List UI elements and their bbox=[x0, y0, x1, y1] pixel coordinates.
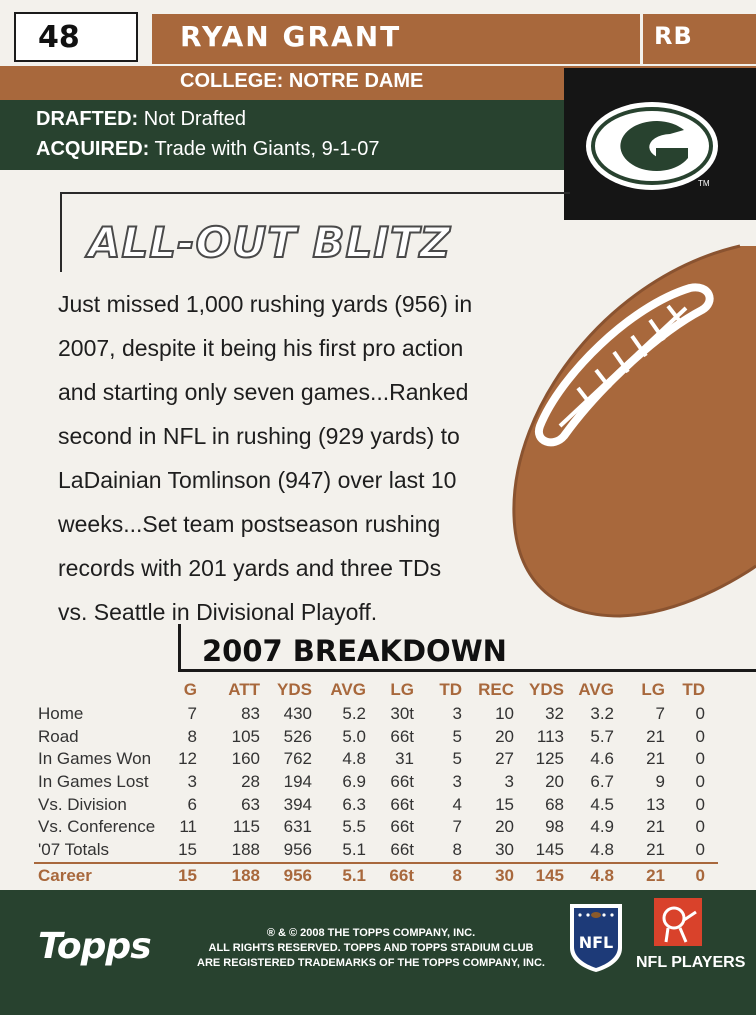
stat-cell: 6 bbox=[187, 795, 197, 814]
stat-cell: 0 bbox=[695, 727, 705, 746]
stat-cell: 66t bbox=[390, 727, 414, 746]
stat-cell: 13 bbox=[646, 795, 665, 814]
bio-line: records with 201 yards and three TDs bbox=[58, 555, 442, 581]
nfl-shield-icon bbox=[566, 898, 626, 974]
stat-cell: 83 bbox=[241, 704, 260, 723]
legal-text bbox=[186, 926, 556, 971]
stat-cell: 3 bbox=[452, 704, 462, 723]
card-number: 48 bbox=[14, 12, 138, 62]
stat-cell: 9 bbox=[655, 772, 665, 791]
stat-cell: 30t bbox=[390, 704, 414, 723]
drafted-info bbox=[36, 108, 246, 131]
headline: ALL-OUT BLITZ bbox=[88, 218, 452, 267]
stat-cell: 5 bbox=[452, 727, 462, 746]
column-header: TD bbox=[682, 680, 705, 699]
stat-cell: 4.9 bbox=[590, 817, 614, 836]
player-name: RYAN GRANT bbox=[180, 20, 402, 53]
column-header: REC bbox=[478, 680, 514, 699]
stat-cell: 956 bbox=[283, 866, 312, 885]
stat-cell: 4.8 bbox=[590, 840, 614, 859]
stat-cell: 113 bbox=[536, 727, 564, 746]
nfl-logo-text: NFL bbox=[578, 933, 614, 952]
team-logo-icon bbox=[564, 68, 756, 220]
stat-cell: 4.8 bbox=[342, 749, 366, 768]
stat-cell: 66t bbox=[390, 817, 414, 836]
legal-line: ALL RIGHTS RESERVED. TOPPS AND TOPPS STADIUM CLUB bbox=[208, 942, 534, 954]
stat-cell: 762 bbox=[283, 749, 312, 768]
bio-line: and starting only seven games...Ranked bbox=[58, 379, 469, 405]
team-logo-box bbox=[564, 68, 756, 220]
stat-cell: 0 bbox=[695, 840, 705, 859]
topps-logo: Topps bbox=[38, 926, 151, 967]
stat-cell: 15 bbox=[495, 795, 514, 814]
stat-cell: 30 bbox=[495, 866, 514, 885]
row-label: Road bbox=[38, 727, 79, 746]
column-header: LG bbox=[641, 680, 665, 699]
stat-cell: 631 bbox=[283, 817, 312, 836]
stat-cell: 21 bbox=[646, 727, 665, 746]
stat-cell: 5.7 bbox=[590, 727, 614, 746]
stat-cell: 21 bbox=[646, 749, 665, 768]
player-position: RB bbox=[654, 22, 693, 50]
acquired-info bbox=[36, 138, 379, 161]
stat-cell: 5 bbox=[452, 749, 462, 768]
stat-cell: 526 bbox=[283, 727, 312, 746]
stat-cell: 4 bbox=[452, 795, 462, 814]
stat-cell: 8 bbox=[187, 727, 197, 746]
stat-cell: 8 bbox=[452, 840, 462, 859]
row-label: Vs. Division bbox=[38, 795, 127, 814]
bio-line: vs. Seattle in Divisional Playoff. bbox=[58, 599, 378, 625]
stat-cell: 10 bbox=[495, 704, 514, 723]
legal-line: ® & © 2008 THE TOPPS COMPANY, INC. bbox=[266, 927, 476, 939]
stat-cell: 30 bbox=[495, 840, 514, 859]
row-label: Vs. Conference bbox=[38, 817, 156, 836]
stat-cell: 6.7 bbox=[590, 772, 614, 791]
column-header: ATT bbox=[228, 680, 260, 699]
stat-cell: 3 bbox=[504, 772, 514, 791]
stat-cell: 3 bbox=[187, 772, 197, 791]
bio-line: weeks...Set team postseason rushing bbox=[58, 511, 441, 537]
stat-cell: 6.9 bbox=[342, 772, 366, 791]
stat-cell: 0 bbox=[695, 866, 705, 885]
row-label: Home bbox=[38, 704, 84, 723]
stat-cell: 0 bbox=[695, 795, 705, 814]
stat-cell: 8 bbox=[452, 866, 462, 885]
stat-cell: 3.2 bbox=[590, 704, 614, 723]
breakdown-title: 2007 BREAKDOWN bbox=[202, 634, 507, 668]
stat-cell: 188 bbox=[231, 866, 260, 885]
stat-cell: 31 bbox=[395, 749, 414, 768]
stat-cell: 27 bbox=[495, 749, 514, 768]
stat-cell: 21 bbox=[646, 840, 665, 859]
position-divider bbox=[640, 14, 643, 64]
column-header: AVG bbox=[578, 680, 614, 699]
column-header: AVG bbox=[330, 680, 366, 699]
stat-cell: 7 bbox=[187, 704, 197, 723]
stat-cell: 12 bbox=[178, 749, 197, 768]
stat-cell: 15 bbox=[178, 866, 197, 885]
stat-cell: 66t bbox=[389, 866, 414, 885]
stat-cell: 394 bbox=[283, 795, 312, 814]
stat-cell: 5.1 bbox=[342, 866, 366, 885]
stat-cell: 68 bbox=[545, 795, 564, 814]
stat-cell: 115 bbox=[232, 817, 260, 836]
stat-cell: 0 bbox=[695, 749, 705, 768]
career-divider bbox=[34, 862, 718, 864]
stat-cell: 4.8 bbox=[590, 866, 614, 885]
stat-cell: 5.5 bbox=[342, 817, 366, 836]
stat-cell: 125 bbox=[535, 749, 564, 768]
stat-cell: 4.6 bbox=[590, 749, 614, 768]
stat-cell: 5.0 bbox=[342, 727, 366, 746]
row-label: '07 Totals bbox=[38, 840, 109, 859]
stat-cell: 956 bbox=[283, 840, 312, 859]
stat-cell: 145 bbox=[535, 840, 564, 859]
stat-cell: 11 bbox=[179, 817, 197, 836]
stat-cell: 188 bbox=[231, 840, 260, 859]
acquired-value: Trade with Giants, 9-1-07 bbox=[154, 138, 380, 160]
stat-cell: 15 bbox=[178, 840, 197, 859]
stat-cell: 66t bbox=[390, 772, 414, 791]
stat-cell: 5.2 bbox=[342, 704, 366, 723]
column-header: YDS bbox=[529, 680, 564, 699]
nfl-players-icon bbox=[654, 898, 702, 946]
acquired-label: ACQUIRED: bbox=[36, 138, 150, 160]
stat-cell: 20 bbox=[495, 727, 514, 746]
bio-line: Just missed 1,000 rushing yards (956) in bbox=[58, 291, 473, 317]
stat-cell: 20 bbox=[545, 772, 564, 791]
stat-cell: 21 bbox=[646, 866, 665, 885]
stat-cell: 160 bbox=[231, 749, 260, 768]
stat-cell: 0 bbox=[695, 772, 705, 791]
stat-cell: 28 bbox=[241, 772, 260, 791]
legal-line: ARE REGISTERED TRADEMARKS OF THE TOPPS COMPANY, INC. bbox=[197, 957, 545, 969]
stat-cell: 0 bbox=[695, 704, 705, 723]
player-bio bbox=[58, 282, 558, 634]
column-header: YDS bbox=[277, 680, 312, 699]
stat-cell: 145 bbox=[535, 866, 564, 885]
drafted-label: DRAFTED: bbox=[36, 108, 139, 130]
stat-cell: 21 bbox=[646, 817, 665, 836]
stat-cell: 5.1 bbox=[342, 840, 366, 859]
stat-cell: 194 bbox=[283, 772, 312, 791]
stat-cell: 430 bbox=[283, 704, 312, 723]
stat-cell: 66t bbox=[390, 795, 414, 814]
svg-text:TM: TM bbox=[698, 179, 710, 188]
stat-cell: 20 bbox=[495, 817, 514, 836]
stat-cell: 6.3 bbox=[342, 795, 366, 814]
drafted-value: Not Drafted bbox=[143, 108, 247, 130]
stat-cell: 105 bbox=[231, 727, 260, 746]
stat-cell: 0 bbox=[695, 817, 705, 836]
stat-cell: 98 bbox=[545, 817, 564, 836]
bio-line: LaDainian Tomlinson (947) over last 10 bbox=[58, 467, 457, 493]
college: COLLEGE: NOTRE DAME bbox=[180, 70, 424, 92]
bio-line: second in NFL in rushing (929 yards) to bbox=[58, 423, 460, 449]
stat-cell: 3 bbox=[452, 772, 462, 791]
stat-cell: 7 bbox=[655, 704, 665, 723]
column-header: TD bbox=[439, 680, 462, 699]
row-label: In Games Won bbox=[38, 749, 152, 768]
stat-cell: 32 bbox=[545, 704, 564, 723]
stat-cell: 66t bbox=[390, 840, 414, 859]
row-label: Career bbox=[38, 866, 92, 885]
column-header: LG bbox=[390, 680, 414, 699]
stat-cell: 4.5 bbox=[590, 795, 614, 814]
stat-cell: 63 bbox=[241, 795, 260, 814]
row-label: In Games Lost bbox=[38, 772, 149, 791]
stat-cell: 7 bbox=[452, 817, 462, 836]
nfl-players-label: NFL PLAYERS bbox=[636, 954, 746, 971]
bio-line: 2007, despite it being his first pro action bbox=[58, 335, 464, 361]
column-header: G bbox=[183, 680, 197, 699]
